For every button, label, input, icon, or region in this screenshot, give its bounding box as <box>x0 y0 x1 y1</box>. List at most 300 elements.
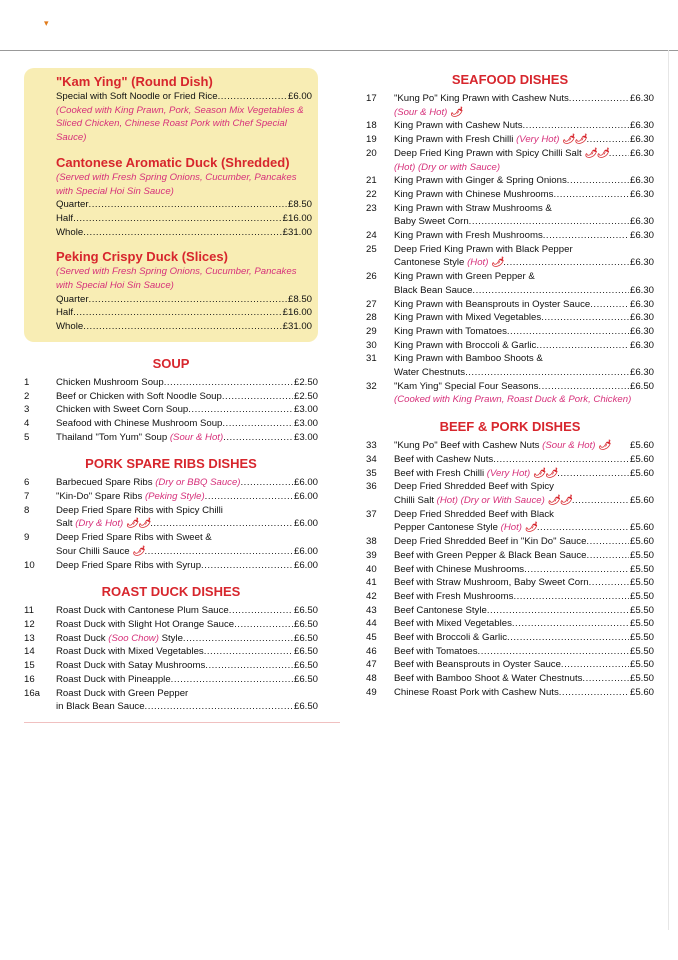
chili-icon: 🌶🌶 <box>125 518 151 530</box>
item-body <box>56 659 318 673</box>
item-price: £6.30 <box>629 93 654 104</box>
item-row <box>24 390 318 404</box>
item-price: £6.30 <box>629 312 654 324</box>
item-row <box>366 352 654 366</box>
leader-dots <box>536 339 629 353</box>
menu-item <box>366 243 654 270</box>
leader-dots <box>83 226 281 240</box>
left-sections <box>24 356 318 714</box>
item-body <box>394 590 654 604</box>
item-row <box>366 325 654 339</box>
item-note: (Soo Chow) <box>108 632 159 644</box>
item-note: (Hot) <box>500 522 522 534</box>
item-number: 33 <box>366 440 377 452</box>
item-body <box>394 147 654 161</box>
dotted-line <box>56 700 318 714</box>
item-row <box>366 508 654 522</box>
item-price: £31.00 <box>282 226 312 238</box>
menu-item <box>366 631 654 645</box>
item-price: £5.50 <box>629 645 654 657</box>
leader-dots <box>472 284 629 298</box>
item-name: Salt (Dry & Hot) 🌶🌶 <box>56 518 151 530</box>
item-number: 42 <box>366 590 377 602</box>
item-name: "Kung Po" King Prawn with Cashew Nuts <box>394 93 569 104</box>
dotted-line <box>394 311 654 325</box>
menu-item <box>366 658 654 672</box>
item-name: Deep Fried Shredded Beef with Black <box>394 508 554 520</box>
item-price: £6.30 <box>629 284 654 296</box>
item-name: Beef with Fresh Mushrooms <box>394 590 514 602</box>
menu-item <box>24 417 318 431</box>
item-name: Deep Fried Spare Ribs with Sweet & <box>56 532 212 544</box>
dotted-line <box>56 545 318 559</box>
leader-dots <box>223 431 293 445</box>
item-price: £5.50 <box>629 632 654 644</box>
item-price: £6.00 <box>293 518 318 530</box>
item-price: £3.00 <box>293 417 318 429</box>
item-number: 47 <box>366 659 377 671</box>
item-name: Roast Duck with Mixed Vegetables <box>56 646 204 658</box>
dotted-line <box>394 549 654 563</box>
item-price: £6.50 <box>293 660 318 672</box>
leader-dots <box>73 306 282 320</box>
item-body <box>394 658 654 672</box>
item-name: Deep Fried Shredded Beef with Spicy <box>394 481 554 493</box>
leader-dots <box>222 417 293 431</box>
leader-dots <box>572 494 629 508</box>
leader-dots <box>218 90 287 104</box>
item-number: 15 <box>24 660 35 672</box>
item-price: £6.30 <box>629 339 654 351</box>
item-name: Chinese Roast Pork with Cashew Nuts <box>394 686 559 698</box>
menu-item <box>24 476 318 490</box>
item-name: Pepper Cantonese Style (Hot) 🌶 <box>394 522 537 534</box>
item-continuation <box>366 256 654 270</box>
menu-item <box>366 535 654 549</box>
chili-icon: 🌶 <box>450 106 463 118</box>
item-name: King Prawn with Broccoli & Garlic <box>394 339 537 351</box>
item-number: 35 <box>366 467 377 479</box>
leader-dots <box>559 686 629 700</box>
menu-item <box>24 531 318 558</box>
item-row <box>366 270 654 284</box>
section-title: BEEF & PORK DISHES <box>439 419 581 435</box>
dotted-line <box>56 293 312 307</box>
menu-item <box>366 174 654 188</box>
item-row <box>24 431 318 445</box>
item-name: in Black Bean Sauce <box>56 701 145 713</box>
item-number: 39 <box>366 549 377 561</box>
item-price: £6.30 <box>629 175 654 187</box>
item-number: 45 <box>366 632 377 644</box>
item-note: (Dry or BBQ Sauce) <box>155 477 241 489</box>
item-number: 19 <box>366 134 377 146</box>
item-name: "Kung Po" Beef with Cashew Nuts (Sour & Hot) 🌶 <box>394 440 611 452</box>
dotted-line <box>394 686 654 700</box>
dotted-line <box>56 559 318 573</box>
leader-dots <box>590 298 629 312</box>
leader-dots <box>609 147 629 161</box>
item-row <box>24 476 318 490</box>
menu-item <box>366 147 654 174</box>
item-number: 26 <box>366 271 377 283</box>
item-price: £5.50 <box>629 590 654 602</box>
dotted-line <box>56 198 312 212</box>
dotted-line <box>394 590 654 604</box>
item-price: £6.00 <box>293 477 318 489</box>
dotted-line <box>56 212 312 226</box>
item-body <box>394 467 654 481</box>
leader-dots <box>73 212 282 226</box>
menu-item <box>366 92 654 119</box>
menu-item <box>366 133 654 147</box>
leader-dots <box>553 188 629 202</box>
item-name: Beef with Green Pepper & Black Bean Sauce <box>394 549 587 561</box>
leader-dots <box>478 645 629 659</box>
leader-dots <box>205 490 293 504</box>
menu-item <box>24 687 318 714</box>
item-row <box>366 672 654 686</box>
leader-dots <box>587 549 629 563</box>
leader-dots <box>569 92 629 106</box>
item-number: 34 <box>366 453 377 465</box>
item-name: King Prawn with Cashew Nuts <box>394 120 523 132</box>
item-name: Beef with Cashew Nuts <box>394 453 494 465</box>
item-name: Beef Cantonese Style <box>394 604 487 616</box>
item-price: £5.50 <box>629 659 654 671</box>
item-price: £31.00 <box>282 321 312 333</box>
leader-dots <box>582 672 629 686</box>
leader-dots <box>183 632 293 646</box>
item-number: 5 <box>24 431 30 443</box>
item-price: £2.50 <box>293 376 318 388</box>
item-name: Sour Chilli Sauce 🌶 <box>56 545 145 557</box>
item-row <box>24 559 318 573</box>
item-price: £5.50 <box>629 577 654 589</box>
item-row <box>24 504 318 518</box>
item-name: Water Chestnuts <box>394 367 466 379</box>
item-body <box>394 339 654 353</box>
item-body <box>394 672 654 686</box>
item-body <box>56 390 318 404</box>
dotted-line <box>394 174 654 188</box>
item-body <box>394 188 654 202</box>
item-price: £5.60 <box>629 536 654 548</box>
menu-item <box>24 673 318 687</box>
menu-item <box>366 617 654 631</box>
item-row <box>366 658 654 672</box>
item-body <box>56 417 318 431</box>
item-body <box>394 133 654 147</box>
item-name: Chilli Salt (Hot) (Dry or With Sauce) 🌶🌶 <box>394 494 572 506</box>
item-price: £6.00 <box>293 559 318 571</box>
item-number: 28 <box>366 312 377 324</box>
item-row <box>366 339 654 353</box>
right-edge-line <box>668 50 669 930</box>
item-name: Deep Fried Shredded Beef in "Kin Do" Sauce <box>394 536 587 548</box>
item-number: 44 <box>366 618 377 630</box>
item-body <box>56 673 318 687</box>
item-note: (Dry & Hot) <box>75 518 124 530</box>
menu-item <box>366 508 654 535</box>
item-body <box>394 311 654 325</box>
dotted-line <box>56 618 318 632</box>
section-title: PORK SPARE RIBS DISHES <box>85 456 257 472</box>
menu-item <box>366 480 654 507</box>
item-number: 48 <box>366 673 377 685</box>
menu-item <box>366 604 654 618</box>
special-note: (Served with Fresh Spring Onions, Cucumber, Pancakes with Special Hoi Sin Sauce) <box>56 266 297 292</box>
item-row <box>366 188 654 202</box>
item-row <box>366 119 654 133</box>
leader-dots <box>512 617 629 631</box>
item-body <box>56 476 318 490</box>
item-price: £5.50 <box>629 673 654 685</box>
item-continuation <box>366 284 654 298</box>
item-row <box>24 604 318 618</box>
menu-item <box>366 549 654 563</box>
chili-icon: 🌶🌶 <box>547 494 572 506</box>
special-title: Peking Crispy Duck (Slices) <box>56 249 228 265</box>
dotted-line <box>394 604 654 618</box>
item-row <box>366 229 654 243</box>
special-note: (Cooked with King Prawn, Pork, Season Mix Vegetables & Sliced Chicken, Chinese Roast Pork with Chef Special Sauce) <box>56 104 304 144</box>
item-name: Beef with Mixed Vegetables <box>394 618 512 630</box>
item-row <box>366 311 654 325</box>
menu-item <box>366 563 654 577</box>
item-name: Whole <box>56 226 84 238</box>
chili-icon: 🌶 <box>132 545 145 557</box>
item-price: £5.60 <box>629 467 654 479</box>
dotted-line <box>394 521 654 535</box>
chili-icon: 🌶🌶 <box>584 147 609 159</box>
item-number: 17 <box>366 93 377 104</box>
dotted-line <box>394 494 654 508</box>
dotted-line <box>394 672 654 686</box>
menu-item <box>24 559 318 573</box>
item-price: £6.30 <box>629 120 654 132</box>
item-price: £6.00 <box>287 91 312 102</box>
menu-item <box>366 352 654 379</box>
item-note: (Sour & Hot) <box>169 431 224 443</box>
item-body <box>394 119 654 133</box>
item-number: 40 <box>366 563 377 575</box>
item-number: 20 <box>366 147 377 159</box>
item-name: Seafood with Chinese Mushroom Soup <box>56 417 223 429</box>
item-number: 31 <box>366 353 377 365</box>
leader-dots <box>205 659 293 673</box>
item-number: 6 <box>24 477 30 489</box>
item-number: 23 <box>366 202 377 214</box>
dotted-line <box>56 490 318 504</box>
dotted-line <box>56 659 318 673</box>
leader-dots <box>150 517 293 531</box>
right-column <box>366 72 654 700</box>
item-price: £5.50 <box>629 549 654 561</box>
item-body <box>56 490 318 504</box>
leader-dots <box>557 467 629 481</box>
item-subnote: (Sour & Hot) 🌶 <box>394 106 463 118</box>
menu-item <box>24 604 318 618</box>
leader-dots <box>513 590 629 604</box>
menu-item <box>24 376 318 390</box>
item-row <box>366 202 654 216</box>
dotted-line <box>394 298 654 312</box>
dotted-line <box>394 645 654 659</box>
item-number: 16 <box>24 673 35 685</box>
menu-item <box>366 311 654 325</box>
item-number: 11 <box>24 605 34 617</box>
item-price: £6.30 <box>629 147 654 159</box>
leader-dots <box>587 133 629 147</box>
item-name: Thailand "Tom Yum" Soup (Sour & Hot) <box>56 431 224 443</box>
item-number: 9 <box>24 532 30 544</box>
item-body <box>56 431 318 445</box>
item-row <box>24 687 318 701</box>
item-row <box>366 380 654 394</box>
item-name: Roast Duck with Green Pepper <box>56 687 189 699</box>
item-body <box>56 559 318 573</box>
dotted-line <box>56 403 318 417</box>
dotted-line <box>394 366 654 380</box>
item-number: 22 <box>366 188 377 200</box>
item-body <box>394 604 654 618</box>
item-row <box>24 490 318 504</box>
item-continuation <box>366 215 654 229</box>
item-name: King Prawn with Green Pepper & <box>394 271 535 283</box>
leader-dots <box>83 320 281 334</box>
item-name: Quarter <box>56 199 89 211</box>
item-price: £2.50 <box>293 390 318 402</box>
item-number: 25 <box>366 243 377 255</box>
item-number: 18 <box>366 120 377 132</box>
dotted-line <box>394 188 654 202</box>
leader-dots <box>493 453 629 467</box>
dotted-line <box>56 226 312 240</box>
menu-item <box>24 490 318 504</box>
menu-item <box>24 504 318 531</box>
item-name: Beef with Broccoli & Garlic <box>394 632 508 644</box>
item-number: 8 <box>24 504 30 516</box>
chili-icon: 🌶🌶 <box>532 467 558 479</box>
menu-item <box>366 325 654 339</box>
item-name: Whole <box>56 321 84 333</box>
item-price: £8.50 <box>287 293 312 305</box>
leader-dots <box>469 215 629 229</box>
item-name: Roast Duck with Pineapple <box>56 673 171 685</box>
dotted-line <box>394 467 654 481</box>
item-name: Barbecued Spare Ribs (Dry or BBQ Sauce) <box>56 477 241 489</box>
item-row <box>366 174 654 188</box>
item-price: £8.50 <box>287 199 312 211</box>
dotted-line <box>394 439 654 453</box>
item-number: 32 <box>366 380 377 392</box>
dotted-line <box>394 284 654 298</box>
item-row <box>366 576 654 590</box>
item-name: King Prawn with Chinese Mushrooms <box>394 188 554 200</box>
right-sections <box>366 72 654 700</box>
item-name: Chicken with Sweet Corn Soup <box>56 404 189 416</box>
item-name: Beef with Beansprouts in Oyster Sauce <box>394 659 561 671</box>
item-row <box>24 618 318 632</box>
menu-item <box>366 298 654 312</box>
leader-dots <box>465 366 629 380</box>
item-number: 36 <box>366 481 377 493</box>
item-note: (Peking Style) <box>144 491 205 503</box>
item-name: Beef or Chicken with Soft Noodle Soup <box>56 390 222 402</box>
menu-item <box>366 380 654 407</box>
item-continuation <box>366 521 654 535</box>
leader-dots <box>487 604 629 618</box>
chili-icon: 🌶🌶 <box>562 134 587 146</box>
dotted-line <box>394 631 654 645</box>
item-subnote: (Cooked with King Prawn, Roast Duck & Pork, Chicken) <box>394 394 632 406</box>
item-name: King Prawn with Fresh Chilli (Very Hot) 🌶🌶 <box>394 134 587 146</box>
dotted-line <box>394 133 654 147</box>
menu-item <box>366 645 654 659</box>
dotted-line <box>394 325 654 339</box>
item-body <box>394 645 654 659</box>
item-body <box>394 380 654 394</box>
item-body <box>394 631 654 645</box>
dotted-line <box>394 535 654 549</box>
leader-dots <box>589 576 629 590</box>
leader-dots <box>543 229 629 243</box>
leader-dots <box>586 535 629 549</box>
item-row <box>366 480 654 494</box>
item-row <box>24 645 318 659</box>
leader-dots <box>537 521 629 535</box>
menu-item <box>366 270 654 297</box>
top-mark: ▾ <box>44 18 49 28</box>
section-title: SEAFOOD DISHES <box>451 72 569 87</box>
section-title: SOUP <box>152 355 190 371</box>
leader-dots <box>89 198 287 212</box>
menu-item <box>366 672 654 686</box>
leader-dots <box>503 256 629 270</box>
leader-dots <box>204 645 293 659</box>
item-price: £6.30 <box>629 257 654 269</box>
dotted-line <box>56 431 318 445</box>
item-name: Beef with Bamboo Shoot & Water Chestnuts <box>394 673 583 685</box>
dotted-line <box>56 306 312 320</box>
item-body <box>394 686 654 700</box>
item-name: Roast Duck with Satay Mushrooms <box>56 660 206 672</box>
dotted-line <box>56 390 318 404</box>
item-price: £6.30 <box>629 134 654 146</box>
leader-dots <box>538 380 629 394</box>
chili-icon: 🌶 <box>598 440 611 452</box>
dotted-line <box>394 658 654 672</box>
leader-dots <box>561 658 629 672</box>
item-body <box>394 298 654 312</box>
item-name: King Prawn with Straw Mushrooms & <box>394 202 552 214</box>
dotted-line <box>394 380 654 394</box>
item-row <box>366 617 654 631</box>
leader-dots <box>507 631 629 645</box>
item-note: (Hot) <box>467 257 489 269</box>
item-row <box>366 467 654 481</box>
item-name: Beef with Chinese Mushrooms <box>394 563 525 575</box>
leader-dots <box>567 174 629 188</box>
item-name: Chicken Mushroom Soup <box>56 376 164 388</box>
item-name: Roast Duck with Cantonese Plum Sauce <box>56 605 229 617</box>
dotted-line <box>394 215 654 229</box>
item-number: 10 <box>24 559 35 571</box>
dotted-line <box>394 119 654 133</box>
item-name: Beef with Straw Mushroom, Baby Sweet Corn <box>394 577 589 589</box>
item-row <box>366 686 654 700</box>
